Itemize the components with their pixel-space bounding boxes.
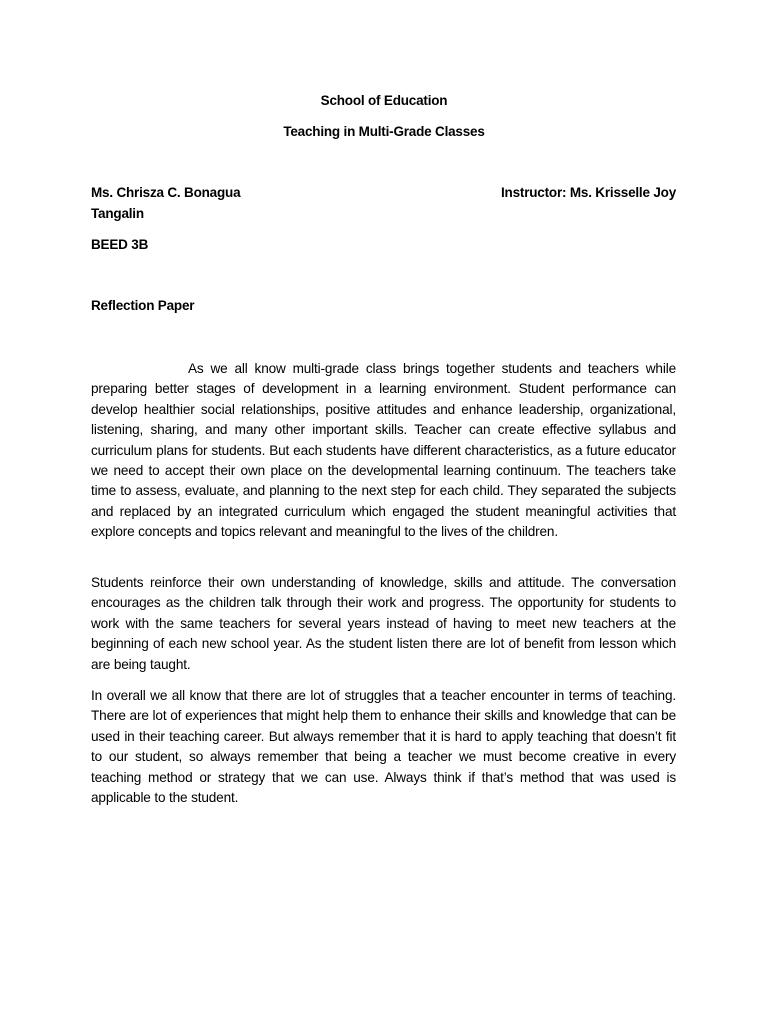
student-name: Ms. Chrisza C. Bonagua (91, 185, 241, 200)
paragraph-1: As we all know multi-grade class brings together students and teachers while preparing better stages of development in a learning environment. Student performance can develop healthier social relationships, positive attitudes and enhance leadership, organizational, listening, sharing, and many other important skills. Teacher can create effective syllabus and curriculum plans for students. But each students have different characteristics, as a future educator we need to accept their own place on the developmental learning continuum. The teachers take time to assess, evaluate, and planning to the next step for each child. They separated the subjects and replaced by an integrated curriculum which engaged the student meaningful activities that explore concepts and topics relevant and meaningful to the lives of the children. (91, 361, 676, 540)
school-heading: School of Education (320, 93, 448, 108)
instructor-name: Instructor: Ms. Krisselle Joy (501, 185, 677, 200)
paragraph-3: In overall we all know that there are lot of struggles that a teacher encounter in terms of teaching. There are lot of experiences that might help them to enhance their skills and knowledge that can be used in their teaching career. But always remember that it is hard to apply teaching that doesn’t fit to our student, so always remember that being a teacher we must become creative in every teaching method or strategy that we can use. Always think if that’s method that was used is applicable to the student. (91, 688, 676, 806)
section-label: BEED 3B (91, 237, 149, 252)
paper-title: Reflection Paper (91, 298, 195, 313)
paragraph-2: Students reinforce their own understanding of knowledge, skills and attitude. The conversation encourages as the children talk through their work and progress. The opportunity for students to work with the same teachers for several years instead of having to meet new teachers at the beginning of each new school year. As the student listen there are lot of benefit from lesson which are being taught. (91, 575, 676, 672)
paper-body (91, 359, 676, 543)
paper-body-3 (91, 686, 676, 808)
course-title: Teaching in Multi-Grade Classes (283, 124, 485, 139)
paper-body-2 (91, 573, 676, 675)
instructor-name-continued: Tangalin (91, 206, 144, 221)
